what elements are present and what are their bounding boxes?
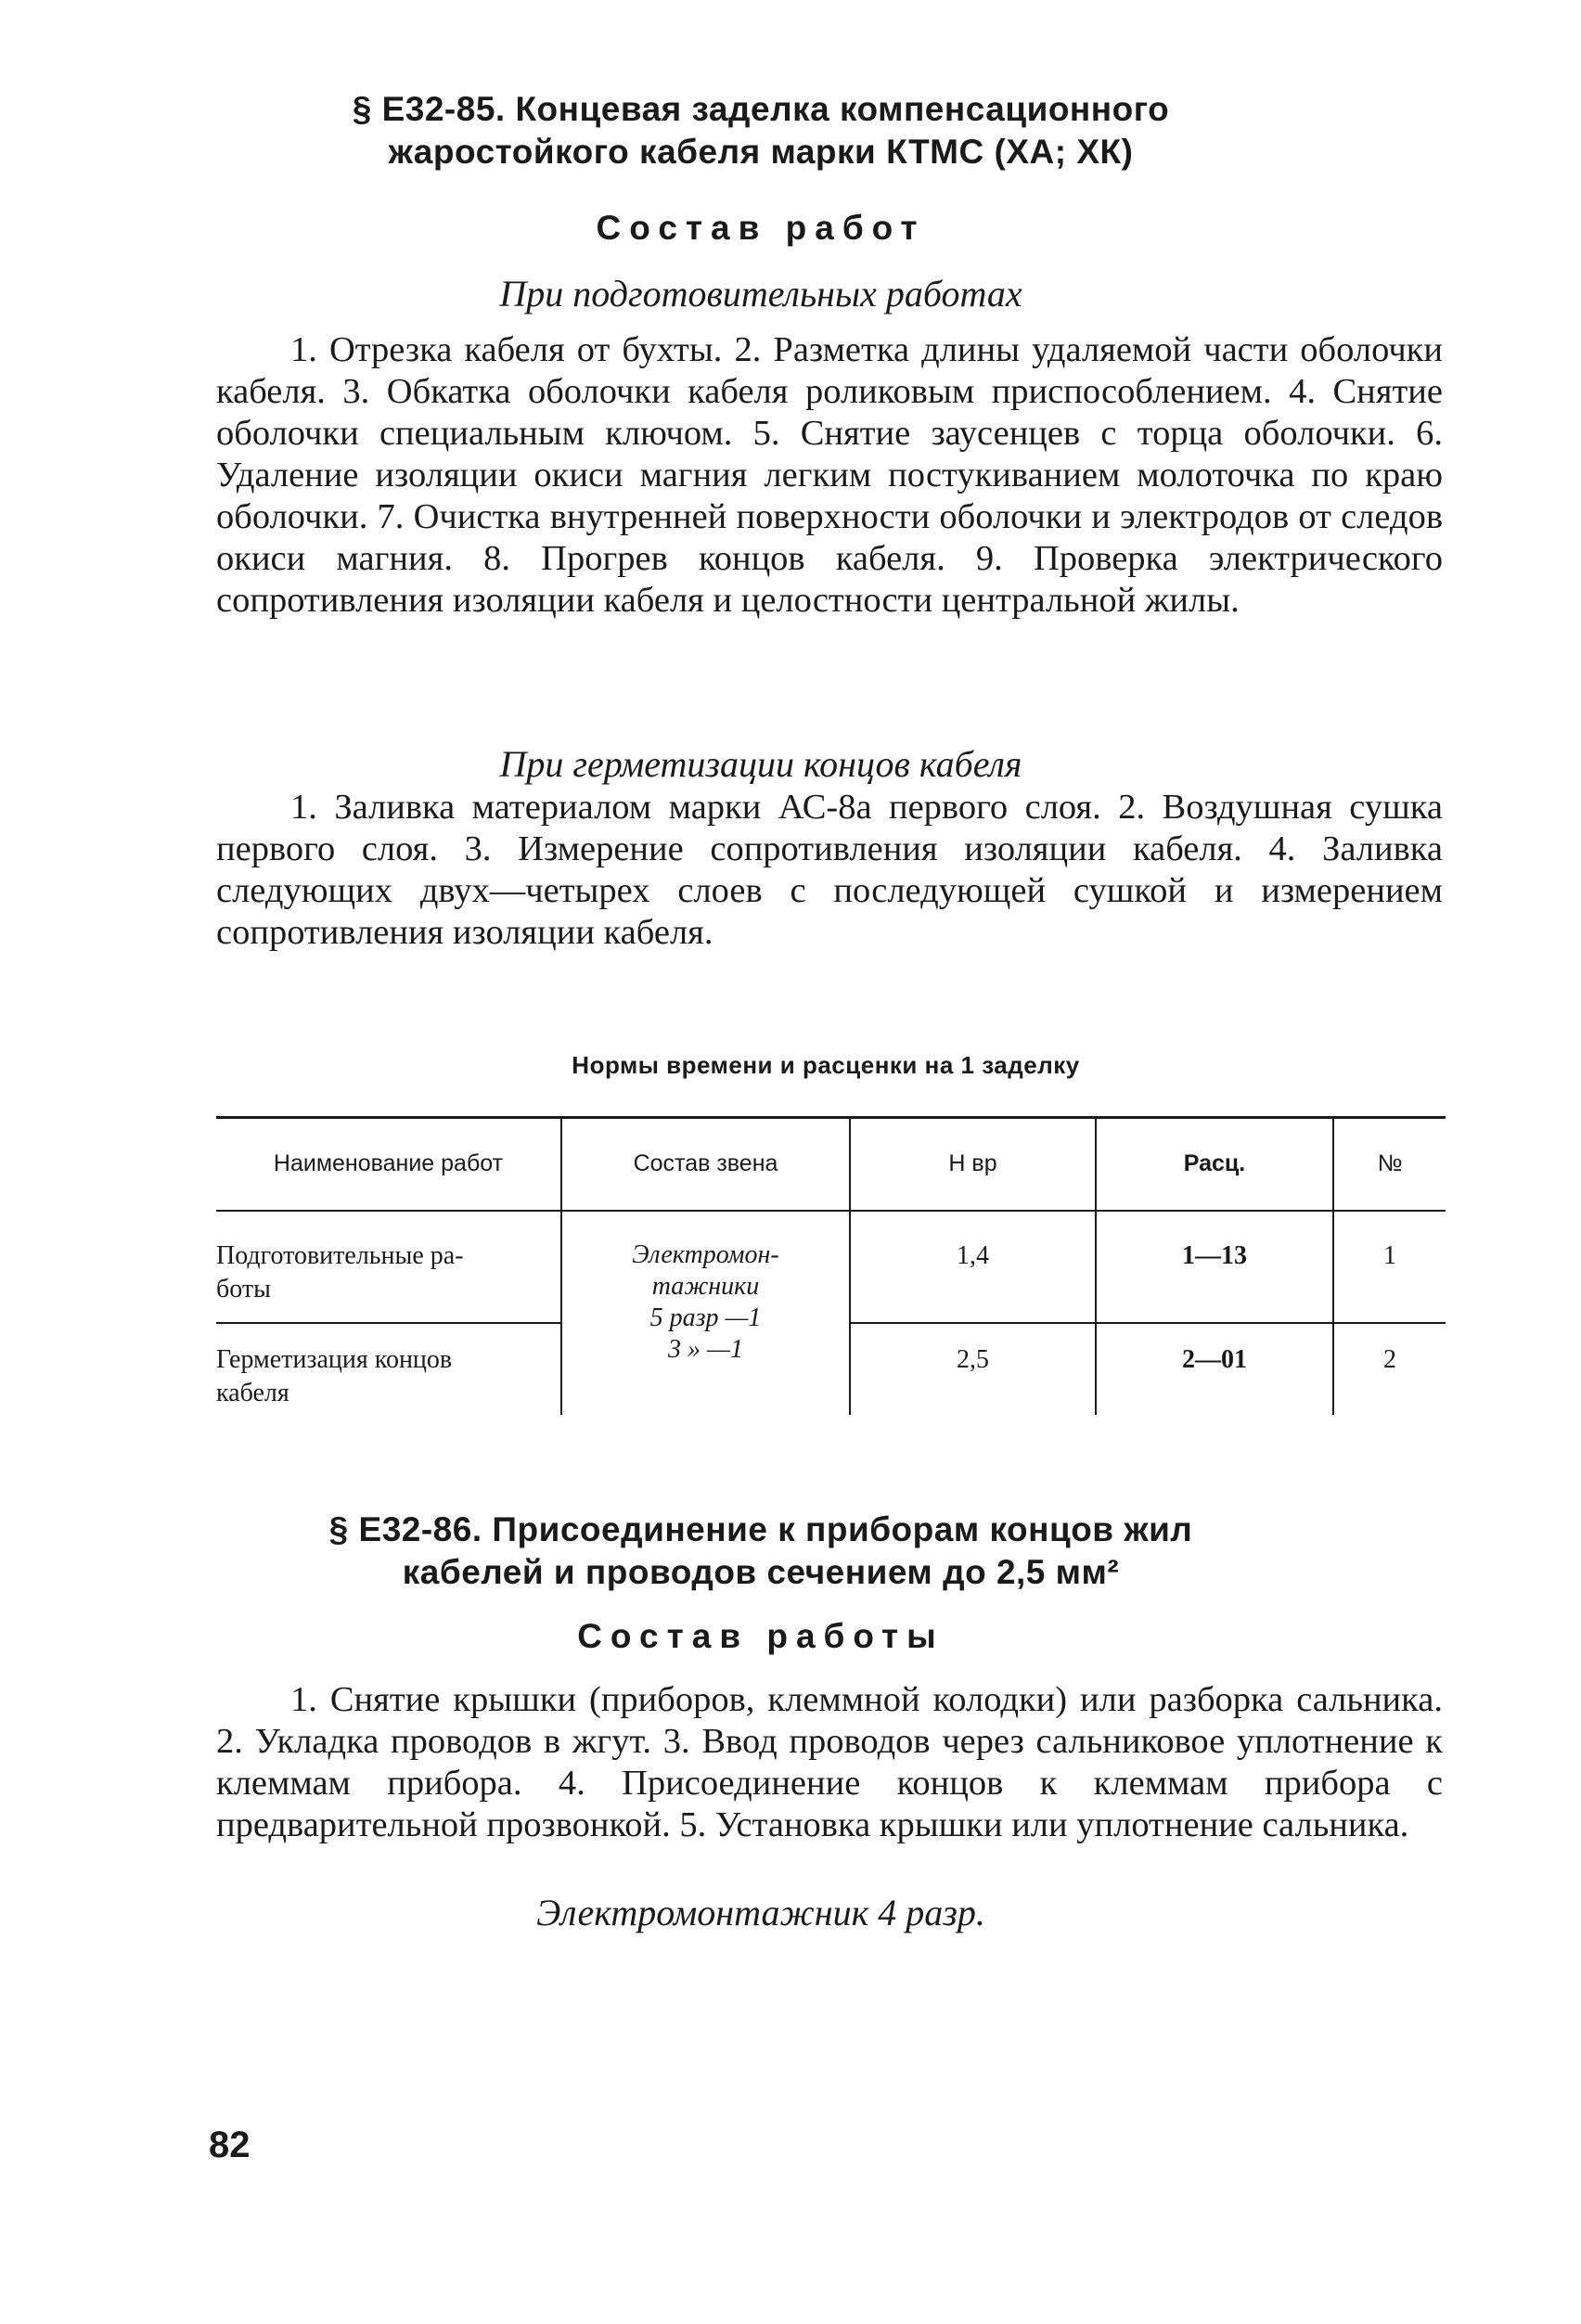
crew-line: тажники <box>651 1272 760 1301</box>
page-number: 82 <box>209 2125 251 2165</box>
seal-subheading: При герметизации концов кабеля <box>499 743 1022 785</box>
section2-work-text: 1. Снятие крышки (приборов, клеммной колодки) или разборка сальника. 2. Укладка проводов в жгут. 3. Ввод проводов через сальниковое уплотнение к клеммам прибора. 4. Присоединение концов к клеммам прибора с предварительной прозвонкой. 5. Установка крышки или уплотнение сальника. <box>216 1680 1443 1844</box>
prep-subheading: При подготовительных работах <box>499 273 1022 315</box>
section2-composition-heading: Состав работы <box>577 1617 945 1655</box>
header-time-norm: Н вр <box>948 1150 997 1176</box>
crew-line: 3 » —1 <box>668 1335 743 1364</box>
row-name-line: кабеля <box>216 1379 289 1407</box>
table-row-name <box>216 1239 555 1306</box>
table-top-rule <box>216 1116 1446 1119</box>
row-name-line: Подготовительные ра- <box>216 1241 464 1270</box>
header-crew: Состав звена <box>633 1150 778 1176</box>
row-time-norm: 2,5 <box>957 1345 989 1374</box>
header-rate: Расц. <box>1183 1150 1246 1176</box>
table-header-rule <box>216 1210 1446 1212</box>
section-title-line1: § Е32-85. Концевая заделка компенсационного <box>352 90 1170 128</box>
row-divider-right <box>849 1322 1446 1324</box>
seal-work-text: 1. Заливка материалом марки АС-8а первого слоя. 2. Воздушная сушка первого слоя. 3. Измерение сопротивления изоляции кабеля. 4. Заливка следующих двух—четырех слоев с последующей сушкой и измерением сопротивления изоляции кабеля. <box>216 788 1443 952</box>
row-time-norm: 1,4 <box>957 1241 989 1270</box>
row-rate: 2—01 <box>1182 1345 1247 1374</box>
row-number: 1 <box>1383 1241 1396 1270</box>
worker-grade: Электромонтажник 4 разр. <box>536 1892 985 1933</box>
section-title-line2: жаростойкого кабеля марки КТМС (ХА; ХК) <box>388 133 1134 171</box>
table-caption: Нормы времени и расценки на 1 заделку <box>572 1051 1080 1079</box>
row-number: 2 <box>1383 1345 1396 1374</box>
prep-work-text: 1. Отрезка кабеля от бухты. 2. Разметка длины удаляемой части оболочки кабеля. 3. Обкатка оболочки кабеля роликовым приспособлением. 4. Снятие оболочки специальным ключом. 5. Снятие заусенцев с торца оболочки. 6. Удаление изоляции окиси магния легким постукиванием молоточка по краю оболочки. 7. Очистка внутренней поверхности оболочки и электродов от следов окиси магния. 8. Прогрев концов кабеля. 9. Проверка электрического сопротивления изоляции кабеля и целостности центральной жилы. <box>216 330 1443 620</box>
section2-title-line2: кабелей и проводов сечением до 2,5 мм² <box>402 1553 1120 1591</box>
row-name-line: боты <box>216 1275 271 1303</box>
composition-heading: Состав работ <box>596 209 926 247</box>
row-name-line: Герметизация концов <box>216 1345 453 1374</box>
crew-composition <box>562 1239 849 1366</box>
crew-line: 5 разр —1 <box>649 1303 762 1332</box>
header-number: № <box>1377 1150 1403 1176</box>
crew-line: Электромон- <box>632 1240 779 1269</box>
row-rate: 1—13 <box>1182 1241 1247 1270</box>
header-work-name: Наименование работ <box>273 1150 504 1176</box>
table-row-name <box>216 1343 555 1410</box>
section2-title-line1: § Е32-86. Присоединение к приборам концов жил <box>328 1510 1193 1548</box>
row-divider-left <box>216 1322 561 1324</box>
